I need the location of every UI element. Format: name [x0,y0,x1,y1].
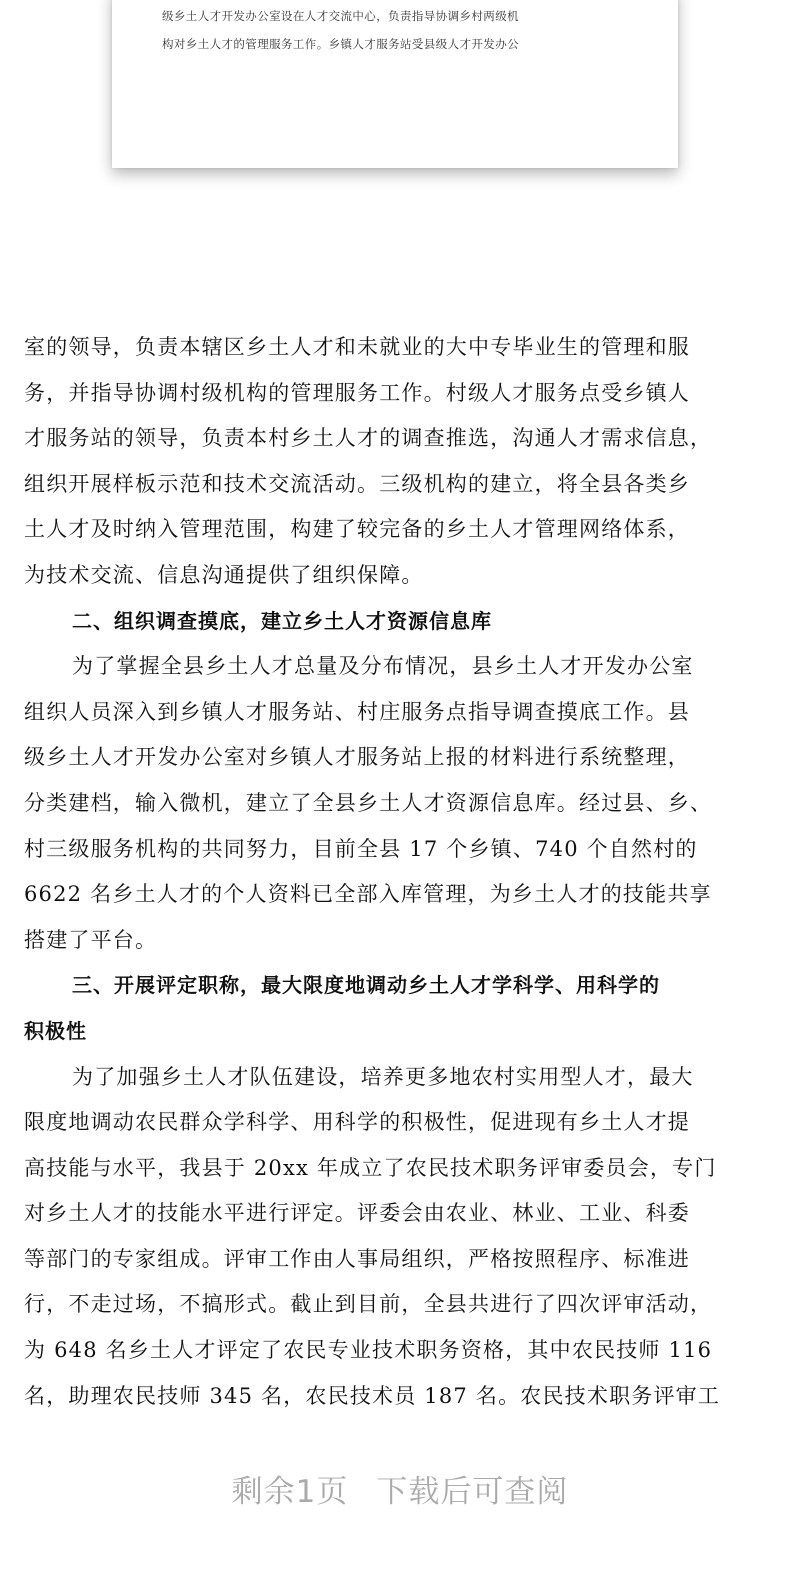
download-to-view-text: 下载后可查阅 [376,1474,569,1510]
body-text-line: 为技术交流、信息沟通提供了组织保障。 [24,562,424,587]
body-text-line: 高技能与水平，我县于 20xx 年成立了农民技术职务评审委员会，专门 [24,1155,717,1180]
document-body [24,325,784,1419]
body-text-line: 土人才及时纳入管理范围，构建了较完备的乡土人才管理网络体系， [24,517,690,542]
body-text-line: 村三级服务机构的共同努力，目前全县 17 个乡镇、740 个自然村的 [24,836,698,861]
preview-page-card [112,0,678,168]
body-text-line: 名，助理农民技师 345 名，农民技术员 187 名。农民技术职务评审工 [24,1383,721,1408]
body-text-line: 限度地调动农民群众学科学、用科学的积极性，促进现有乡土人才提 [24,1110,690,1135]
download-prompt[interactable] [0,1466,800,1511]
body-text-line: 对乡土人才的技能水平进行评定。评委会由农业、林业、工业、科委 [24,1201,690,1226]
preview-line: 级乡土人才开发办公室设在人才交流中心，负责指导协调乡村两级机 [162,9,519,23]
preview-line: 构对乡土人才的管理服务工作。乡镇人才服务站受县级人才开发办公 [162,37,519,51]
body-text-line: 行，不走过场，不搞形式。截止到目前，全县共进行了四次评审活动， [24,1292,713,1317]
body-text-line: 分类建档，输入微机，建立了全县乡土人才资源信息库。经过县、乡、 [24,790,713,815]
body-text-line: 室的领导，负责本辖区乡土人才和未就业的大中专毕业生的管理和服 [24,335,690,359]
body-text-line: 务，并指导协调村级机构的管理服务工作。村级人才服务点受乡镇人 [24,380,690,405]
body-text-line: 组织开展样板示范和技术交流活动。三级机构的建立，将全县各类乡 [24,471,690,496]
section-heading: 积极性 [24,1018,87,1043]
body-text-line: 为了加强乡土人才队伍建设，培养更多地农村实用型人才，最大 [72,1064,694,1089]
body-text-line: 等部门的专家组成。评审工作由人事局组织，严格按照程序、标准进 [24,1246,690,1271]
body-text-line: 才服务站的领导，负责本村乡土人才的调查推选，沟通人才需求信息， [24,426,713,451]
section-heading: 二、组织调查摸底，建立乡土人才资源信息库 [72,608,492,633]
body-text-line: 组织人员深入到乡镇人才服务站、村庄服务点指导调查摸底工作。县 [24,699,690,724]
body-text-line: 6622 名乡土人才的个人资料已全部入库管理，为乡土人才的技能共享 [24,882,712,907]
section-heading: 三、开展评定职称，最大限度地调动乡土人才学科学、用科学的 [72,973,660,998]
remaining-pages-text: 剩余1页 [231,1474,349,1510]
body-text-line: 搭建了平台。 [24,927,158,952]
body-text-line: 为了掌握全县乡土人才总量及分布情况，县乡土人才开发办公室 [72,654,694,679]
body-text-line: 为 648 名乡土人才评定了农民专业技术职务资格，其中农民技师 116 [24,1338,713,1363]
body-text-line: 级乡土人才开发办公室对乡镇人才服务站上报的材料进行系统整理， [24,745,690,770]
